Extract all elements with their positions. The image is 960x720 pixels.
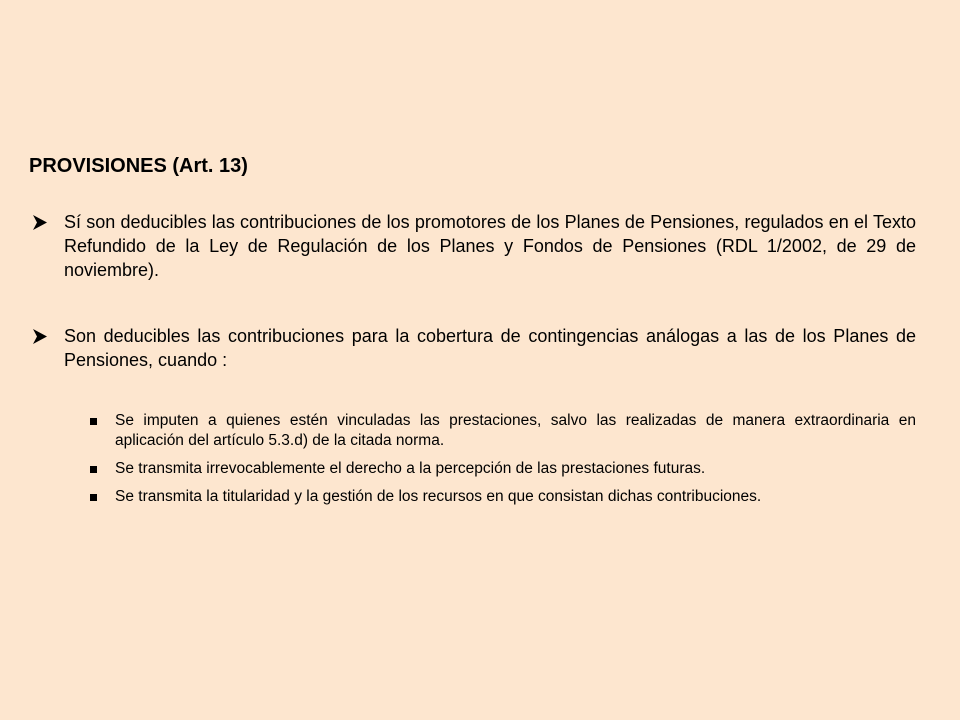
slide-title: PROVISIONES (Art. 13) xyxy=(29,155,248,177)
arrow-bullet-icon xyxy=(32,324,64,348)
arrow-bullet-icon xyxy=(32,210,64,234)
sub-bullet-text: Se imputen a quienes estén vinculadas las prestaciones, salvo las realizadas de manera extraordinaria en aplicación del artículo 5.3.d) de la citada norma. xyxy=(115,412,916,449)
bullet-item-1 xyxy=(32,210,916,282)
bullet-text: Son deducibles las contribuciones para la cobertura de contingencias análogas a las de los Planes de Pensiones, cuando : xyxy=(64,326,916,370)
bullet-text: Sí son deducibles las contribuciones de los promotores de los Planes de Pensiones, regulados en el Texto Refundido de la Ley de Regulación de los Planes y Fondos de Pensiones (RDL 1/2002, de 29 de noviembre). xyxy=(64,212,916,280)
square-bullet-icon xyxy=(89,411,115,431)
sub-bullet-list xyxy=(89,411,916,507)
bullet-item-2 xyxy=(32,324,916,372)
bullet-list xyxy=(32,210,916,372)
sub-bullet-item-1 xyxy=(89,411,916,451)
sub-bullet-text: Se transmita la titularidad y la gestión de los recursos en que consistan dichas contribuciones. xyxy=(115,488,762,505)
sub-bullet-text: Se transmita irrevocablemente el derecho a la percepción de las prestaciones futuras. xyxy=(115,460,706,477)
square-bullet-icon xyxy=(89,459,115,479)
sub-bullet-item-2 xyxy=(89,459,916,479)
square-bullet-icon xyxy=(89,487,115,507)
sub-bullet-item-3 xyxy=(89,487,916,507)
